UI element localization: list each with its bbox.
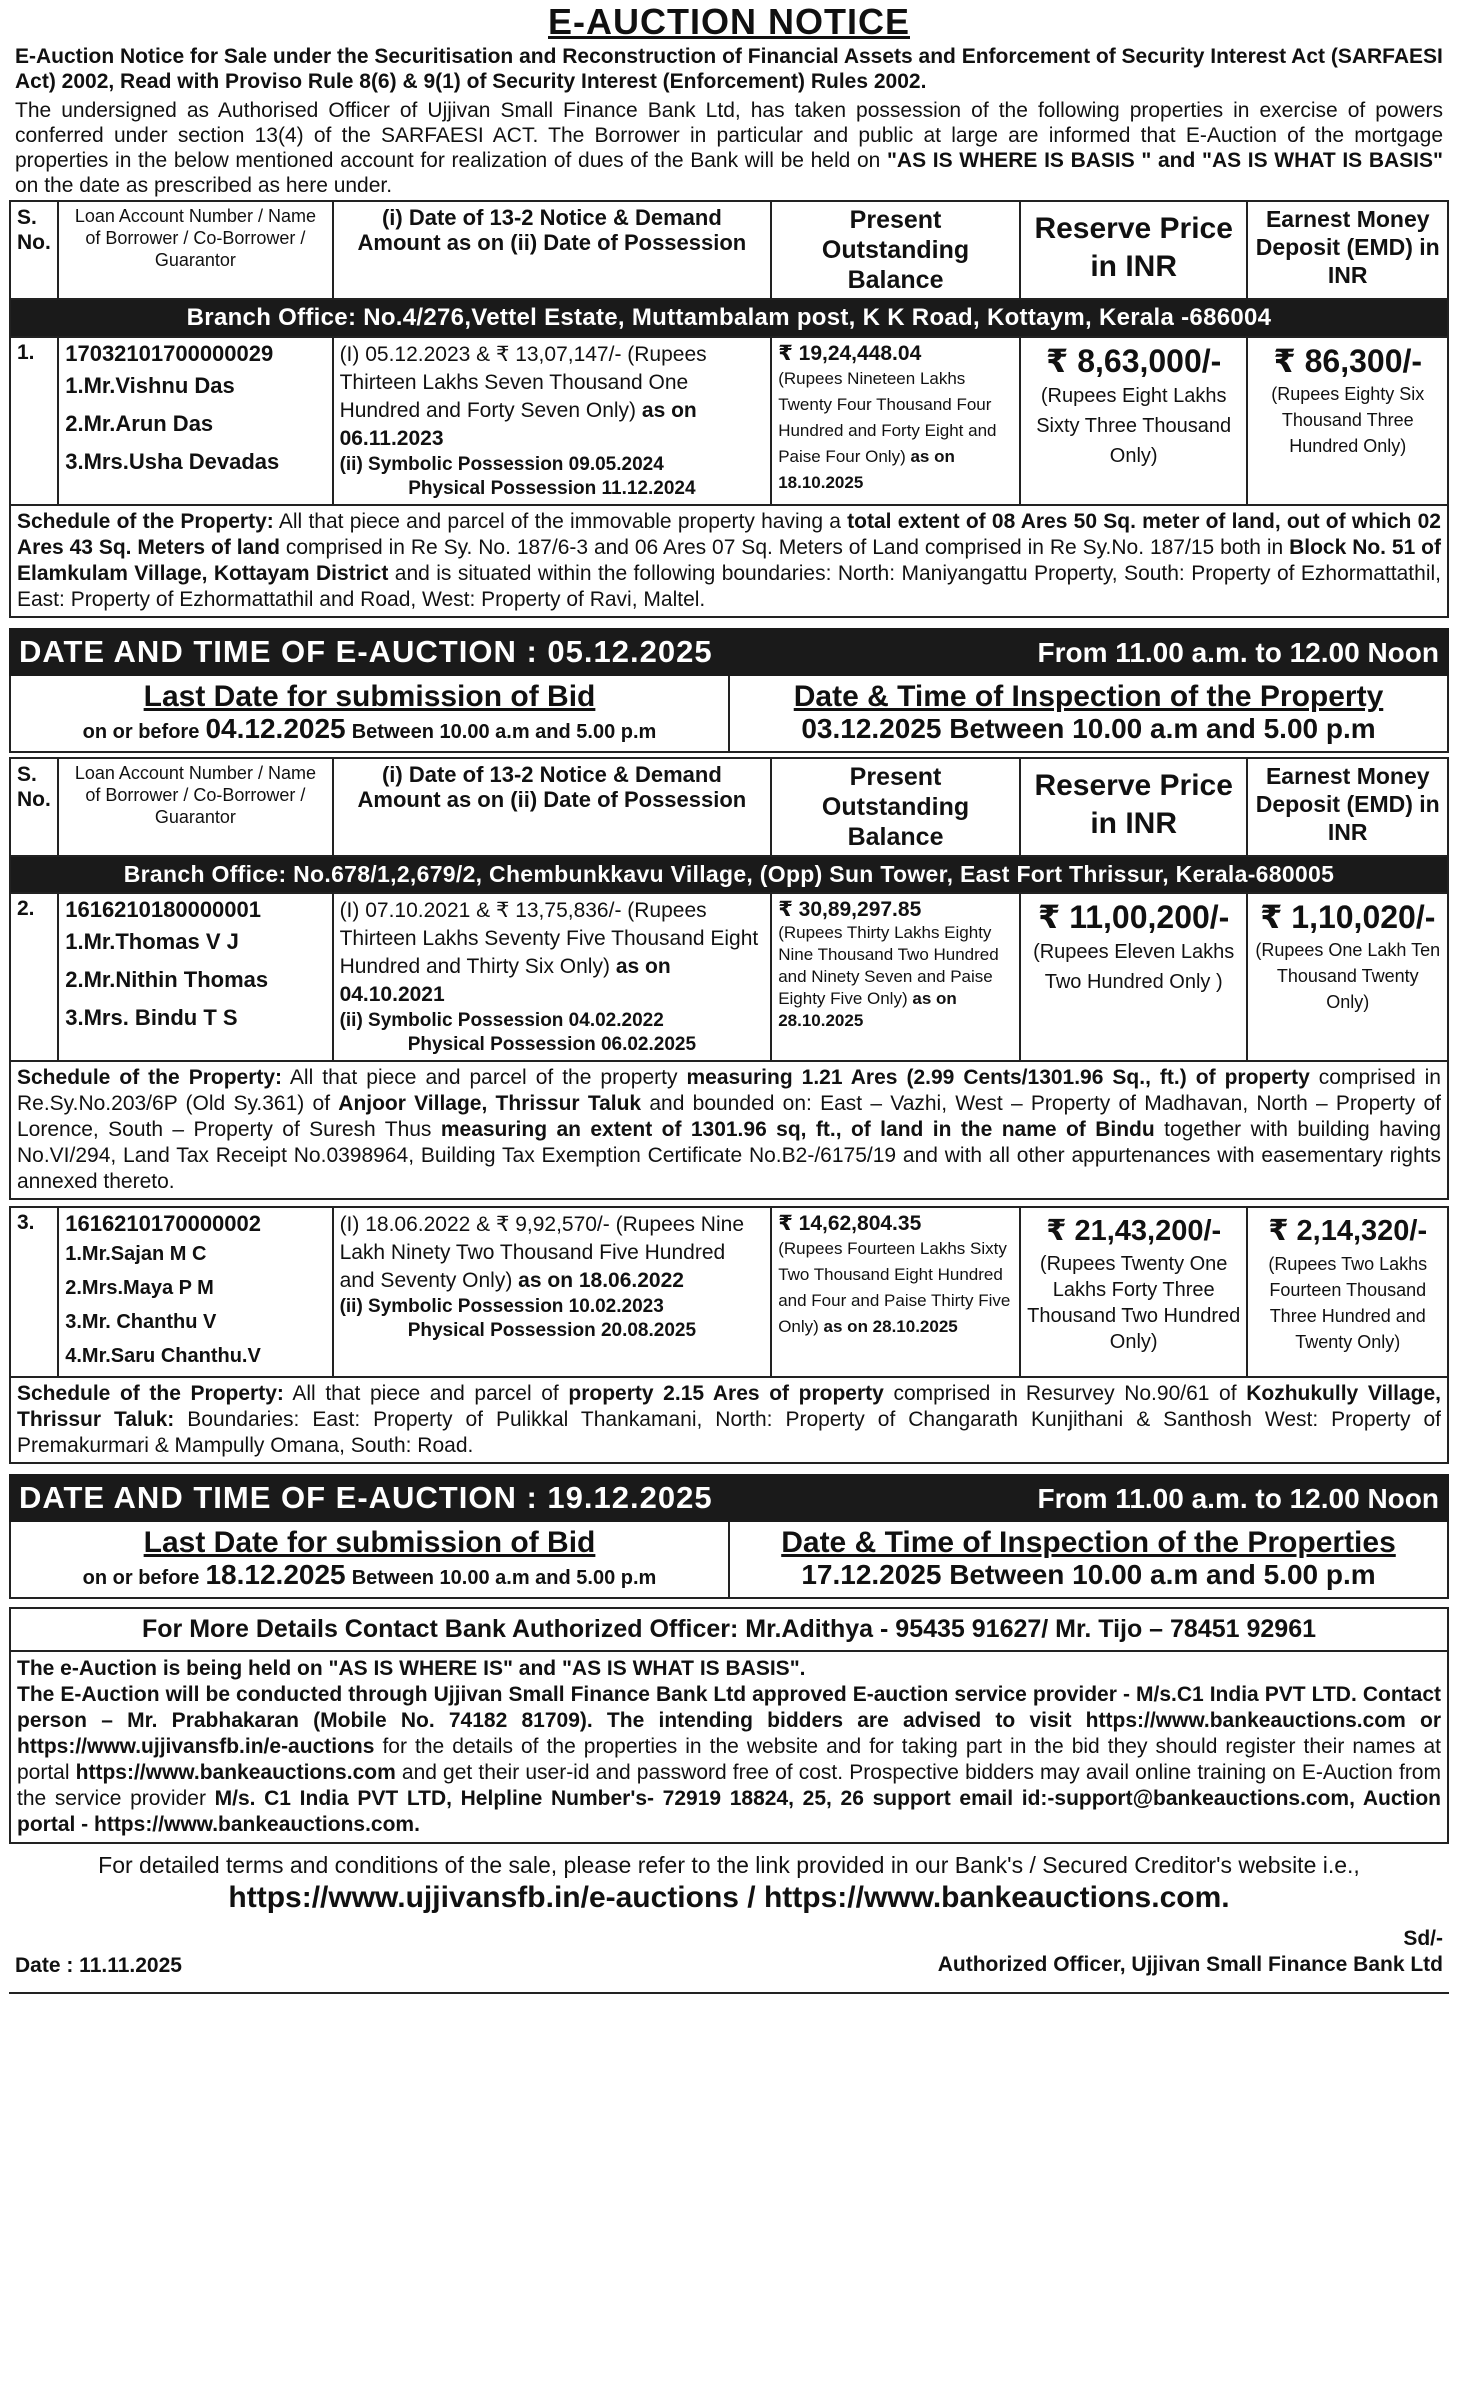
- intro-text-1: The undersigned as Authorised Officer of Ujjivan Small Finance Bank Ltd, has taken possession of the following properties in exercise of powers conferred under section 13(4) of the SARFAESI ACT. The Borrower in particular and public at large are informed that E-Auction of the mortgage properties in the below mentioned account for realization of dues of the Bank will be held on: [15, 99, 1443, 172]
- notice-asof: as on 18.06.2022: [518, 1269, 684, 1292]
- schedule-bold: Kozhukully Village, Thrissur Taluk:: [17, 1382, 1441, 1431]
- outstanding-amount: ₹ 30,89,297.85: [778, 898, 922, 921]
- row-sno: 2.: [10, 893, 58, 1061]
- schedule-text: All that piece and parcel of: [292, 1382, 559, 1405]
- schedule-bold: total extent of 08 Ares 50 Sq. meter of land, out of which 02 Ares 43 Sq. Meters of land: [17, 510, 1441, 559]
- notice-page: [9, 0, 1449, 1994]
- branch-office-1: Branch Office: No.4/276,Vettel Estate, Muttambalam post, K K Road, Kottaym, Kerala -686004: [10, 299, 1448, 337]
- borrower-name: 1.Mr.Thomas V J: [65, 929, 239, 954]
- emd-cell: [1247, 337, 1448, 505]
- auction-date-bar-2: [9, 1474, 1449, 1522]
- reserve-words: (Rupees Eleven Lakhs Two Hundred Only ): [1033, 941, 1235, 993]
- notice-cell: [333, 893, 772, 1061]
- header-loan: Loan Account Number / Name of Borrower / Co-Borrower / Guarantor: [58, 201, 332, 299]
- schedule-text: together with building having No.VI/294, Land Tax Receipt No.0398964, Building Tax Exemption Certificate No.B2-/6175/19 and with all other appurtenances with easementary rights annexed thereto.: [17, 1118, 1441, 1193]
- schedule-property-1: [9, 506, 1449, 618]
- bid-heading: Last Date for submission of Bid: [143, 680, 596, 713]
- emd-amount: ₹ 2,14,320/-: [1268, 1215, 1428, 1247]
- schedule-bold: measuring an extent of 1301.96 sq, ft., of land in the name of Bindu: [440, 1118, 1155, 1141]
- footer-text: and get their user-id and password free of cost. Prospective bidders may avail online training on E-Auction from the service provider: [17, 1761, 1441, 1810]
- reserve-amount: ₹ 11,00,200/-: [1038, 899, 1230, 935]
- outstanding-amount: ₹ 14,62,804.35: [778, 1212, 922, 1235]
- header-sno: S. No.: [10, 758, 58, 856]
- schedule-text: Boundaries: East: Property of Pulikkal Thankamani, North: Property of Changarath Kunjithani & Santhosh West: Property of Premakurmari & Mampully Omana, South: Road.: [17, 1408, 1441, 1457]
- emd-amount: ₹ 1,10,020/-: [1260, 899, 1436, 935]
- branch-office-2: Branch Office: No.678/1,2,679/2, Chembunkkavu Village, (Opp) Sun Tower, East Fort Thrissur, Kerala-680005: [10, 856, 1448, 893]
- emd-cell: [1247, 1207, 1448, 1377]
- table-header-row: [10, 758, 1448, 856]
- account-number: 1616210170000002: [65, 1211, 261, 1236]
- outstanding-cell: [771, 337, 1020, 505]
- inspection-box: [728, 676, 1447, 751]
- signature: [938, 1926, 1443, 1978]
- header-notice: (i) Date of 13-2 Notice & Demand Amount as on (ii) Date of Possession: [333, 201, 772, 299]
- bid-inspection-row-1: [9, 676, 1449, 753]
- physical-possession: Physical Possession 06.02.2025: [407, 1034, 697, 1055]
- inspection-text: 03.12.2025 Between 10.00 a.m and 5.00 p.m: [801, 713, 1376, 744]
- borrower-name: 3.Mrs. Bindu T S: [65, 1005, 238, 1030]
- outstanding-words: (Rupees Fourteen Lakhs Sixty Two Thousand Eight Hundred and Four and Paise Thirty Five Only): [778, 1239, 1011, 1336]
- footer-bold: The E-Auction will be conducted through Ujjivan Small Finance Bank Ltd approved E-auction service provider - M/s.C1 India PVT LTD. Contact person – Mr. Prabhakaran (Mobile No. 74182 81709). The intending bidders are advised to visit https://www.bankeauctions.com or https://www.ujjivansfb.in/e-auctions: [17, 1683, 1441, 1758]
- schedule-text: and bounded on: East – Vazhi, West – Property of Madhavan, North – Property of Lorence, South – Property of Suresh Thus: [17, 1092, 1442, 1141]
- outstanding-asof: as on 28.10.2025: [778, 989, 957, 1030]
- property-table-3: [9, 1206, 1449, 1378]
- schedule-label: Schedule of the Property:: [17, 1382, 284, 1405]
- bid-date: 18.12.2025: [205, 1559, 346, 1590]
- account-number: 17032101700000029: [65, 341, 274, 366]
- sd-mark: Sd/-: [1403, 1927, 1443, 1950]
- symbolic-possession: (ii) Symbolic Possession 04.02.2022: [339, 1010, 664, 1031]
- schedule-property-3: [9, 1378, 1449, 1464]
- reserve-amount: ₹ 21,43,200/-: [1046, 1215, 1222, 1247]
- bid-box: [11, 1522, 728, 1597]
- symbolic-possession: (ii) Symbolic Possession 10.02.2023: [339, 1296, 664, 1317]
- notice-cell: [333, 337, 772, 505]
- footer-bold: M/s. C1 India PVT LTD, Helpline Number's- 72919 18824, 25, 26 support email id:-support@bankeauctions.com, Auction portal - https://www.bankeauctions.com.: [17, 1787, 1441, 1836]
- header-notice: (i) Date of 13-2 Notice & Demand Amount as on (ii) Date of Possession: [333, 758, 772, 856]
- notice-text: (I) 07.10.2021 & ₹ 13,75,836/- (Rupees Thirteen Lakhs Seventy Five Thousand Eight Hundred and Thirty Six Only): [339, 899, 759, 978]
- inspection-box: [728, 1522, 1447, 1597]
- borrower-cell: [58, 893, 332, 1061]
- notice-lead: E-Auction Notice for Sale under the Securitisation and Reconstruction of Financial Assets and Enforcement of Security Interest Act (SARFAESI Act) 2002, Read with Proviso Rule 8(6) & 9(1) of Security Interest (Enforcement) Rules 2002.: [15, 45, 1443, 93]
- reserve-cell: [1020, 337, 1248, 505]
- table-header-row: [10, 201, 1448, 299]
- outstanding-cell: [771, 893, 1020, 1061]
- outstanding-cell: [771, 1207, 1020, 1377]
- physical-possession: Physical Possession 11.12.2024: [408, 478, 696, 499]
- schedule-bold: property 2.15 Ares of property: [568, 1382, 884, 1405]
- outstanding-words: (Rupees Thirty Lakhs Eighty Nine Thousand Two Hundred and Ninety Seven and Paise Eighty Five Only): [778, 923, 999, 1008]
- bid-prefix: on or before: [82, 721, 200, 743]
- header-loan: Loan Account Number / Name of Borrower / Co-Borrower / Guarantor: [58, 758, 332, 856]
- reserve-cell: [1020, 1207, 1248, 1377]
- bid-box: [11, 676, 728, 751]
- footer-terms: [9, 1652, 1449, 1844]
- header-reserve: Reserve Price in INR: [1020, 758, 1248, 856]
- signature-block: [9, 1922, 1449, 1982]
- auction-links[interactable]: https://www.ujjivansfb.in/e-auctions / https://www.bankeauctions.com.: [228, 1881, 1230, 1914]
- account-number: 1616210180000001: [65, 897, 261, 922]
- row-sno: 3.: [10, 1207, 58, 1377]
- portal-link[interactable]: https://www.bankeauctions.com: [75, 1761, 396, 1784]
- schedule-text: comprised in Resurvey No.90/61 of: [893, 1382, 1237, 1405]
- header-sno: S. No.: [10, 201, 58, 299]
- footer-text: for the details of the properties in the website and for taking part in the bid they should register their names at portal: [17, 1735, 1441, 1784]
- schedule-property-2: [9, 1062, 1449, 1200]
- schedule-bold: Block No. 51 of Elamkulam Village, Kottayam District: [17, 536, 1441, 585]
- notice-asof: as on 04.10.2021: [339, 955, 671, 1006]
- borrower-name: 2.Mr.Nithin Thomas: [65, 967, 269, 992]
- schedule-bold: measuring 1.21 Ares (2.99 Cents/1301.96 Sq., ft.) of property: [686, 1066, 1310, 1089]
- footer-paragraph: [17, 1682, 1441, 1838]
- notice-date: Date : 11.11.2025: [15, 1954, 182, 1977]
- terms-text: For detailed terms and conditions of the sale, please refer to the link provided in our Bank's / Secured Creditor's website i.e.,: [98, 1852, 1360, 1878]
- intro-basis: "AS IS WHERE IS BASIS " and "AS IS WHAT IS BASIS": [886, 149, 1443, 172]
- schedule-label: Schedule of the Property:: [17, 1066, 283, 1089]
- emd-amount: ₹ 86,300/-: [1273, 343, 1423, 379]
- inspection-text: 17.12.2025 Between 10.00 a.m and 5.00 p.m: [801, 1559, 1376, 1590]
- contact-officer: For More Details Contact Bank Authorized Officer: Mr.Adithya - 95435 91627/ Mr. Tijo – 78451 92961: [9, 1607, 1449, 1652]
- notice-cell: [333, 1207, 772, 1377]
- borrower-name: 1.Mr.Vishnu Das: [65, 373, 235, 398]
- bid-time: Between 10.00 a.m and 5.00 p.m: [351, 721, 657, 743]
- property-table-2: [9, 757, 1449, 1062]
- property-table-1: [9, 200, 1449, 506]
- inspection-heading: Date & Time of Inspection of the Property: [793, 680, 1384, 713]
- outstanding-words: (Rupees Nineteen Lakhs Twenty Four Thousand Four Hundred and Forty Eight and Paise Four Only): [778, 369, 997, 466]
- table-row: [10, 893, 1448, 1061]
- reserve-amount: ₹ 8,63,000/-: [1046, 343, 1222, 379]
- borrower-cell: [58, 337, 332, 505]
- inspection-heading: Date & Time of Inspection of the Properties: [781, 1526, 1396, 1559]
- borrower-cell: [58, 1207, 332, 1377]
- schedule-text: All that piece and parcel of the property: [289, 1066, 678, 1089]
- reserve-words: (Rupees Twenty One Lakhs Forty Three Thousand Two Hundred Only): [1027, 1253, 1241, 1353]
- auction-date-label: DATE AND TIME OF E-AUCTION : 19.12.2025: [19, 1480, 713, 1515]
- symbolic-possession: (ii) Symbolic Possession 09.05.2024: [339, 454, 664, 475]
- header-emd: Earnest Money Deposit (EMD) in INR: [1247, 758, 1448, 856]
- schedule-text: comprised in Re Sy. No. 187/6-3 and 06 Ares 07 Sq. Meters of Land comprised in Re Sy.No. 187/15 both in: [285, 536, 1284, 559]
- outstanding-amount: ₹ 19,24,448.04: [778, 342, 922, 365]
- emd-words: (Rupees Eighty Six Thousand Three Hundred Only): [1271, 384, 1425, 456]
- emd-cell: [1247, 893, 1448, 1061]
- emd-words: (Rupees One Lakh Ten Thousand Twenty Only): [1255, 940, 1441, 1012]
- borrower-name: 3.Mrs.Usha Devadas: [65, 449, 280, 474]
- intro-text-3: on the date as prescribed as here under.: [15, 174, 393, 197]
- footer-basis-line: The e-Auction is being held on "AS IS WHERE IS" and "AS IS WHAT IS BASIS".: [17, 1657, 806, 1680]
- reserve-cell: [1020, 893, 1248, 1061]
- header-present: Present Outstanding Balance: [771, 201, 1020, 299]
- header-reserve: Reserve Price in INR: [1020, 201, 1248, 299]
- header-emd: Earnest Money Deposit (EMD) in INR: [1247, 201, 1448, 299]
- emd-words: (Rupees Two Lakhs Fourteen Thousand Three Hundred and Twenty Only): [1268, 1254, 1428, 1352]
- notice-asof: as on 06.11.2023: [339, 399, 697, 450]
- bottom-divider: [9, 1992, 1449, 1994]
- outstanding-asof: as on 18.10.2025: [778, 447, 955, 492]
- schedule-text: All that piece and parcel of the immovable property having a: [278, 510, 841, 533]
- notice-title: E-AUCTION NOTICE: [548, 1, 910, 42]
- bid-inspection-row-2: [9, 1522, 1449, 1599]
- bid-time: Between 10.00 a.m and 5.00 p.m: [351, 1567, 657, 1589]
- borrower-name: 2.Mr.Arun Das: [65, 411, 214, 436]
- outstanding-asof: as on 28.10.2025: [823, 1317, 958, 1336]
- schedule-bold: Anjoor Village, Thrissur Taluk: [338, 1092, 642, 1115]
- borrower-name: 2.Mrs.Maya P M: [65, 1277, 214, 1299]
- reserve-words: (Rupees Eight Lakhs Sixty Three Thousand Only): [1036, 385, 1232, 467]
- bid-date: 04.12.2025: [205, 713, 346, 744]
- auction-date-bar-1: [9, 628, 1449, 676]
- table-row: [10, 337, 1448, 505]
- schedule-text: and is situated within the following boundaries: North: Maniyangattu Property, South: Property of Ezhormattathil, East: Property of Ezhormattathil and Road, West: Property of Ravi, Maltel.: [17, 562, 1441, 611]
- borrower-name: 4.Mr.Saru Chanthu.V: [65, 1345, 261, 1367]
- auction-time: From 11.00 a.m. to 12.00 Noon: [1037, 1483, 1439, 1514]
- authorized-officer: Authorized Officer, Ujjivan Small Finance Bank Ltd: [937, 1953, 1443, 1976]
- auction-time: From 11.00 a.m. to 12.00 Noon: [1037, 637, 1439, 668]
- schedule-label: Schedule of the Property:: [17, 510, 274, 533]
- borrower-name: 1.Mr.Sajan M C: [65, 1243, 207, 1265]
- table-row: [10, 1207, 1448, 1377]
- bid-heading: Last Date for submission of Bid: [143, 1526, 596, 1559]
- bid-prefix: on or before: [82, 1567, 200, 1589]
- notice-text: (I) 05.12.2023 & ₹ 13,07,147/- (Rupees Thirteen Lakhs Seven Thousand One Hundred and Forty Seven Only): [339, 343, 707, 422]
- notice-text: (I) 18.06.2022 & ₹ 9,92,570/- (Rupees Nine Lakh Ninety Two Thousand Five Hundred and Seventy Only): [339, 1213, 744, 1292]
- schedule-text: comprised in Re.Sy.No.203/6P (Old Sy.361) of: [17, 1066, 1441, 1115]
- row-sno: 1.: [10, 337, 58, 505]
- physical-possession: Physical Possession 20.08.2025: [407, 1320, 697, 1341]
- borrower-name: 3.Mr. Chanthu V: [65, 1311, 217, 1333]
- notice-intro: [9, 96, 1449, 200]
- header-present: Present Outstanding Balance: [771, 758, 1020, 856]
- auction-date-label: DATE AND TIME OF E-AUCTION : 05.12.2025: [19, 634, 713, 669]
